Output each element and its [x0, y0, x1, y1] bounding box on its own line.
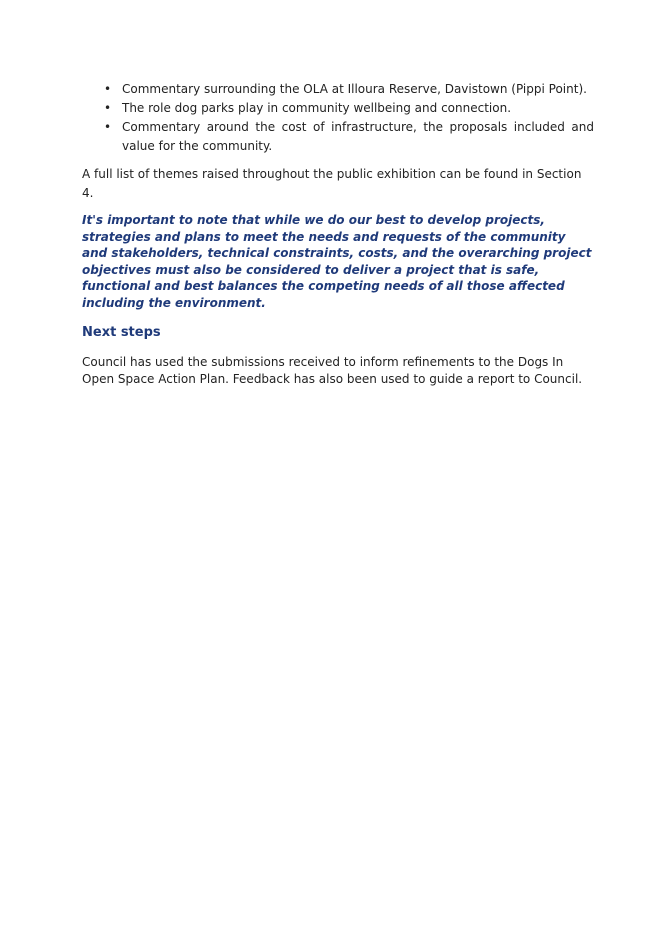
list-item: [82, 80, 594, 99]
important-note-paragraph: It's important to note that while we do our best to develop projects, strategies and plans to meet the needs and requests of the community and stakeholders, technical constraints, costs, and the overarching project objectives must also be considered to deliver a project that is safe, functional and best balances the competing needs of all those affected including the environment.: [82, 213, 592, 310]
list-item: [82, 118, 594, 156]
list-item: [82, 99, 594, 118]
themes-bullet-list: [82, 80, 594, 156]
bullet-icon: •: [104, 120, 112, 134]
bullet-text: Commentary around the cost of infrastructure, the proposals included and value for the community.: [122, 120, 594, 153]
themes-paragraph: A full list of themes raised throughout the public exhibition can be found in Section 4.: [82, 167, 582, 200]
page-content: [82, 80, 594, 388]
bullet-text: Commentary surrounding the OLA at Illoura Reserve, Davistown (Pippi Point).: [122, 82, 587, 96]
bullet-icon: •: [104, 101, 112, 115]
next-steps-paragraph: Council has used the submissions received to inform refinements to the Dogs In Open Space Action Plan. Feedback has also been used to guide a report to Council.: [82, 355, 583, 386]
bullet-icon: •: [104, 82, 112, 96]
next-steps-heading: Next steps: [82, 325, 161, 340]
bullet-text: The role dog parks play in community wellbeing and connection.: [122, 101, 512, 115]
